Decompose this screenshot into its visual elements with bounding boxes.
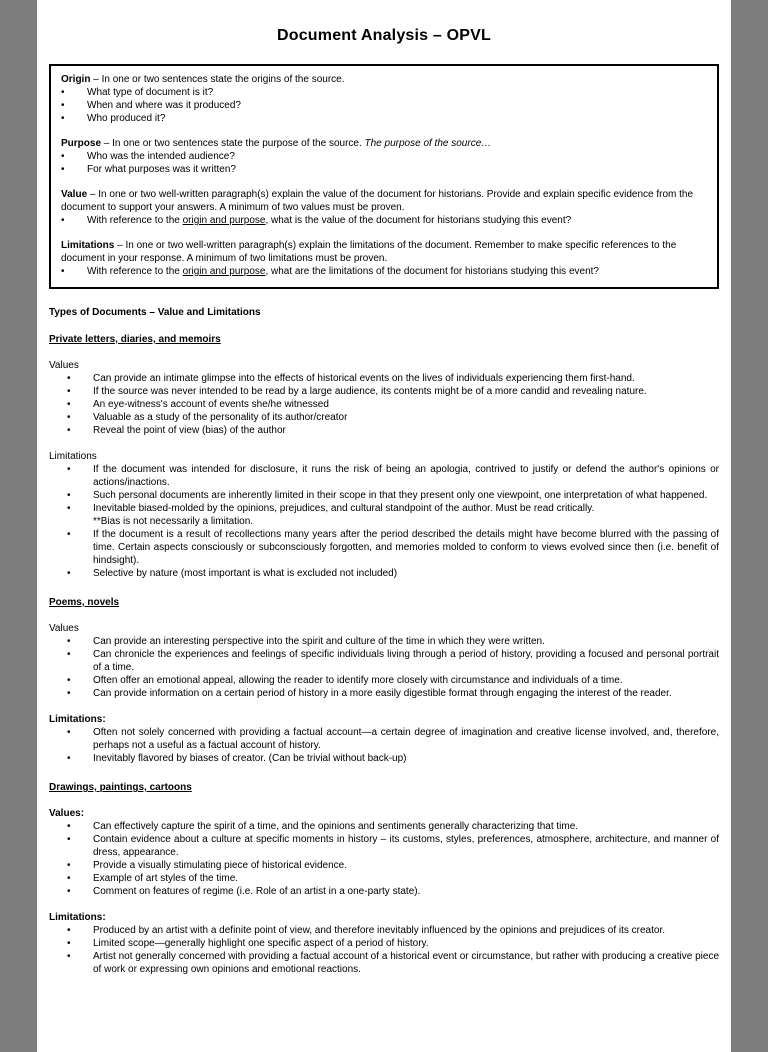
limitations-bullet-list <box>67 924 719 976</box>
bullet-item: • Often offer an emotional appeal, allowing the reader to identify more closely with circumstance and individuals of a time. <box>67 674 719 687</box>
group-label-limitations: Limitations <box>49 451 97 462</box>
doc-type-heading: Poems, novels <box>49 597 120 608</box>
purpose-paragraph <box>61 137 707 150</box>
bullet-item: • Produced by an artist with a definite point of view, and therefore inevitably influenced by the opinions and prejudices of its creator. <box>67 924 719 937</box>
limitations-term: Limitations <box>61 240 115 251</box>
limitations-text: – In one or two well-written paragraph(s) explain the limitations of the document. Remember to make specific references to the document in your response. A minimum of two limitations must be proven. <box>61 240 677 264</box>
doc-type-heading: Drawings, paintings, cartoons <box>49 782 192 793</box>
page-gutter-right <box>731 0 768 1052</box>
limitations-paragraph <box>61 239 707 265</box>
group-label-limitations: Limitations: <box>49 912 106 923</box>
value-bullet-underlined: origin and purpose <box>182 215 266 226</box>
value-bullet-post: , what is the value of the document for historians studying this event? <box>265 215 572 226</box>
bullet-item: • Often not solely concerned with providing a factual account—a certain degree of imagination and creative license involved, and, therefore, perhaps not a useful as a factual account of history. <box>67 726 719 752</box>
doc-type-section-poems-novels <box>49 596 719 765</box>
group-label-values: Values: <box>49 808 85 819</box>
limitations-bullet-list <box>61 265 707 278</box>
bullet-item: • Can provide an interesting perspective into the spirit and culture of the time in which they were written. <box>67 635 719 648</box>
bullet-item <box>61 265 707 278</box>
bullet-item: • Provide a visually stimulating piece of historical evidence. <box>67 859 719 872</box>
group-label-limitations: Limitations: <box>49 714 106 725</box>
doc-type-section-drawings-paintings <box>49 781 719 976</box>
bullet-item: • Can provide an intimate glimpse into the effects of historical events on the lives of individuals experiencing them first-hand. <box>67 372 719 385</box>
value-term: Value <box>61 189 88 200</box>
origin-bullet-list <box>61 86 707 125</box>
bullet-item: • An eye-witness's account of events she/he witnessed <box>67 398 719 411</box>
origin-section <box>61 73 707 125</box>
values-bullet-list <box>67 372 719 437</box>
origin-term: Origin <box>61 74 91 85</box>
value-bullet-list <box>61 214 707 227</box>
bullet-item: • Example of art styles of the time. <box>67 872 719 885</box>
group-label-values: Values <box>49 623 79 634</box>
values-bullet-list <box>67 635 719 700</box>
value-section <box>61 188 707 227</box>
limitations-bullet-post: , what are the limitations of the document for historians studying this event? <box>265 266 599 277</box>
bullet-item: • Artist not generally concerned with providing a factual account of a historical event or circumstance, but rather with producing a creative piece of work or expressing own opinions and emotional reactions. <box>67 950 719 976</box>
page-title: Document Analysis – OPVL <box>276 27 492 44</box>
bullet-item: • Limited scope—generally highlight one specific aspect of a period of history. <box>67 937 719 950</box>
purpose-italic-note: The purpose of the source… <box>364 138 492 149</box>
purpose-section <box>61 137 707 176</box>
bullet-item <box>61 214 707 227</box>
group-label-values: Values <box>49 360 79 371</box>
bullet-item: • What type of document is it? <box>61 86 707 99</box>
bullet-item: • Comment on features of regime (i.e. Role of an artist in a one-party state). <box>67 885 719 898</box>
value-bullet-pre: With reference to the <box>87 215 183 226</box>
bullet-item: • Such personal documents are inherently limited in their scope in that they present only one viewpoint, one interpretation of what happened. <box>67 489 719 502</box>
purpose-text: – In one or two sentences state the purpose of the source. <box>101 138 365 149</box>
opvl-instructions-box <box>49 64 719 289</box>
bullet-item: • Can chronicle the experiences and feelings of specific individuals living through a period of history, providing a focused and personal portrait of a time. <box>67 648 719 674</box>
bullet-item: • Who produced it? <box>61 112 707 125</box>
purpose-term: Purpose <box>61 138 102 149</box>
values-bullet-list <box>67 820 719 898</box>
bullet-item: • When and where was it produced? <box>61 99 707 112</box>
origin-paragraph <box>61 73 707 86</box>
types-of-documents-heading: Types of Documents – Value and Limitations <box>49 307 261 318</box>
bullet-item: • If the document was intended for disclosure, it runs the risk of being an apologia, contrived to justify or defend the author's opinions or actions/inactions. <box>67 463 719 489</box>
limitations-bullet-underlined: origin and purpose <box>182 266 266 277</box>
doc-type-heading: Private letters, diaries, and memoirs <box>49 334 221 345</box>
purpose-bullet-list <box>61 150 707 176</box>
bullet-item: • Selective by nature (most important is what is excluded not included) <box>67 567 719 580</box>
document-page <box>37 0 731 1052</box>
bullet-item: • Reveal the point of view (bias) of the author <box>67 424 719 437</box>
limitations-bullet-pre: With reference to the <box>87 266 183 277</box>
bullet-item: • If the document is a result of recollections many years after the period described the details might have become blurred with the passing of time. Certain aspects consciously or subconsciously forgotten, and memories molded to conform to views evolved since then (i.e. benefit of hindsight). <box>67 528 719 567</box>
page-gutter-left <box>0 0 37 1052</box>
limitations-bullet-list <box>67 463 719 580</box>
bullet-item: • Can effectively capture the spirit of a time, and the opinions and sentiments generally characterizing that time. <box>67 820 719 833</box>
bullet-item: • If the source was never intended to be read by a large audience, its contents might be of a more candid and revealing nature. <box>67 385 719 398</box>
origin-text: – In one or two sentences state the origins of the source. <box>90 74 345 85</box>
bullet-item: • Inevitably flavored by biases of creator. (Can be trivial without back-up) <box>67 752 719 765</box>
value-paragraph <box>61 188 707 214</box>
bullet-item: • For what purposes was it written? <box>61 163 707 176</box>
limitations-bullet-list <box>67 726 719 765</box>
limitations-section <box>61 239 707 278</box>
bullet-item: • Who was the intended audience? <box>61 150 707 163</box>
bullet-item: • Inevitable biased-molded by the opinions, prejudices, and cultural standpoint of the author. Must be read critically. **Bias is not necessarily a limitation. <box>67 502 719 528</box>
value-text: – In one or two well-written paragraph(s) explain the value of the document for historians. Provide and explain specific evidence from the document to support your answers. A minimum of two values must be proven. <box>61 189 694 213</box>
bullet-item: • Can provide information on a certain period of history in a more easily digestible format through engaging the interest of the reader. <box>67 687 719 700</box>
bullet-item: • Valuable as a study of the personality of its author/creator <box>67 411 719 424</box>
doc-type-section-private-letters <box>49 333 719 580</box>
bullet-item: • Contain evidence about a culture at specific moments in history – its customs, styles, preferences, atmosphere, architecture, and manner of dress, appearance. <box>67 833 719 859</box>
